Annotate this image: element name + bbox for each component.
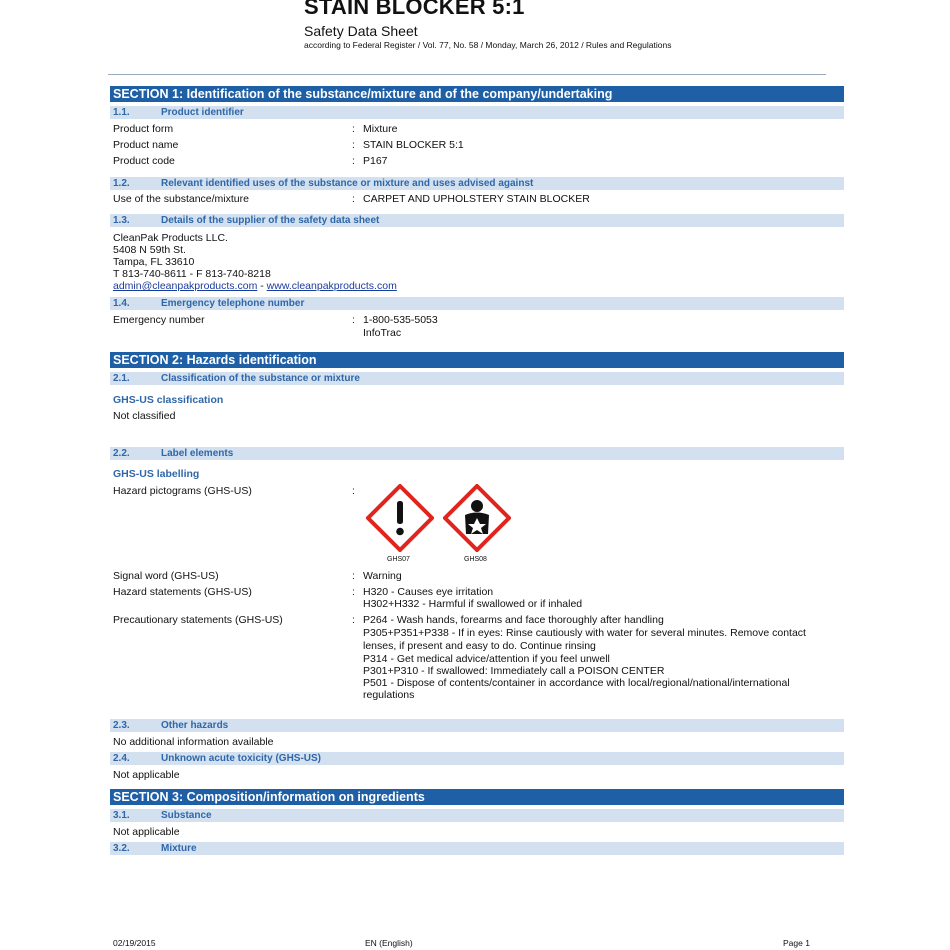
substance-value: Not applicable xyxy=(113,826,180,838)
subsection-2-3 xyxy=(110,719,844,732)
document-subtitle: Safety Data Sheet xyxy=(304,23,418,39)
emergency-number: 1-800-535-5053 xyxy=(363,314,438,326)
subsection-label: Other hazards xyxy=(161,720,229,731)
subsection-1-2 xyxy=(110,177,844,190)
colon: : xyxy=(352,485,355,497)
product-code-value: P167 xyxy=(363,155,388,167)
hazard-statement: H320 - Causes eye irritation xyxy=(363,586,494,598)
product-code-label: Product code xyxy=(113,155,175,167)
hazard-statement: H302+H332 - Harmful if swallowed or if inhaled xyxy=(363,598,583,610)
emergency-label: Emergency number xyxy=(113,314,205,326)
unknown-toxicity-value: Not applicable xyxy=(113,769,180,781)
document-title: STAIN BLOCKER 5:1 xyxy=(304,0,525,19)
supplier-street: 5408 N 59th St. xyxy=(113,244,186,256)
section-3-header: SECTION 3: Composition/information on ingredients xyxy=(110,789,844,805)
footer-language: EN (English) xyxy=(365,938,413,948)
subsection-number: 2.2. xyxy=(113,448,130,459)
precautionary-line: P305+P351+P338 - If in eyes: Rinse cautiously with water for several minutes. Remove contact xyxy=(363,627,806,639)
subsection-label: Unknown acute toxicity (GHS-US) xyxy=(161,753,322,764)
signal-word-label: Signal word (GHS-US) xyxy=(113,570,219,582)
precautionary-label: Precautionary statements (GHS-US) xyxy=(113,614,283,626)
supplier-website-link[interactable]: www.cleanpakproducts.com xyxy=(266,280,397,292)
product-name-label: Product name xyxy=(113,139,179,151)
subsection-number: 1.3. xyxy=(113,215,130,226)
subsection-number: 2.4. xyxy=(113,753,130,764)
header-divider xyxy=(108,74,826,75)
colon: : xyxy=(352,155,355,167)
subsection-2-1 xyxy=(110,372,844,385)
precautionary-line: P501 - Dispose of contents/container in accordance with local/regional/national/international xyxy=(363,677,790,689)
subsection-2-2 xyxy=(110,447,844,460)
link-separator: - xyxy=(257,280,267,292)
ghs07-caption: GHS07 xyxy=(387,556,410,563)
colon: : xyxy=(352,586,355,598)
colon: : xyxy=(352,570,355,582)
other-hazards-value: No additional information available xyxy=(113,736,274,748)
subsection-label: Product identifier xyxy=(161,107,244,118)
use-value: CARPET AND UPHOLSTERY STAIN BLOCKER xyxy=(363,193,590,205)
precautionary-line: regulations xyxy=(363,689,415,701)
colon: : xyxy=(352,123,355,135)
precautionary-line: P301+P310 - If swallowed: Immediately call a POISON CENTER xyxy=(363,665,665,677)
colon: : xyxy=(352,614,355,626)
subsection-label: Mixture xyxy=(161,843,197,854)
subsection-number: 1.2. xyxy=(113,178,130,189)
hazard-statements-label: Hazard statements (GHS-US) xyxy=(113,586,252,598)
pictograms-label: Hazard pictograms (GHS-US) xyxy=(113,485,252,497)
signal-word-value: Warning xyxy=(363,570,402,582)
ghs07-exclamation-icon xyxy=(366,484,434,552)
precautionary-line: P264 - Wash hands, forearms and face thoroughly after handling xyxy=(363,614,664,626)
subsection-number: 2.3. xyxy=(113,720,130,731)
ghs08-health-hazard-icon xyxy=(443,484,511,552)
subsection-2-4 xyxy=(110,752,844,765)
supplier-city: Tampa, FL 33610 xyxy=(113,256,195,268)
colon: : xyxy=(352,314,355,326)
subsection-3-1 xyxy=(110,809,844,822)
subsection-label: Substance xyxy=(161,810,212,821)
section-1-header: SECTION 1: Identification of the substance/mixture and of the company/undertaking xyxy=(110,86,844,102)
supplier-phone: T 813-740-8611 - F 813-740-8218 xyxy=(113,268,271,280)
section-2-header: SECTION 2: Hazards identification xyxy=(110,352,844,368)
subsection-number: 3.1. xyxy=(113,810,130,821)
subsection-number: 2.1. xyxy=(113,373,130,384)
supplier-name: CleanPak Products LLC. xyxy=(113,232,228,244)
subsection-label: Relevant identified uses of the substance or mixture and uses advised against xyxy=(161,178,534,189)
precautionary-line: lenses, if present and easy to do. Continue rinsing xyxy=(363,640,596,652)
subsection-label: Classification of the substance or mixture xyxy=(161,373,360,384)
subsection-number: 1.1. xyxy=(113,107,130,118)
colon: : xyxy=(352,193,355,205)
subsection-number: 1.4. xyxy=(113,298,130,309)
subsection-number: 3.2. xyxy=(113,843,130,854)
ghs-labelling-heading: GHS-US labelling xyxy=(113,468,200,480)
footer-page: Page 1 xyxy=(783,938,810,948)
supplier-email-link[interactable]: admin@cleanpakproducts.com xyxy=(113,280,258,292)
footer-date: 02/19/2015 xyxy=(113,938,156,948)
product-name-value: STAIN BLOCKER 5:1 xyxy=(363,139,464,151)
subsection-label: Emergency telephone number xyxy=(161,298,305,309)
precautionary-line: P314 - Get medical advice/attention if you feel unwell xyxy=(363,653,610,665)
regulation-note: according to Federal Register / Vol. 77, No. 58 / Monday, March 26, 2012 / Rules and Regulations xyxy=(304,40,672,50)
subsection-1-1 xyxy=(110,106,844,119)
subsection-3-2 xyxy=(110,842,844,855)
product-form-label: Product form xyxy=(113,123,174,135)
ghs-classification-heading: GHS-US classification xyxy=(113,394,224,406)
subsection-1-4 xyxy=(110,297,844,310)
ghs08-caption: GHS08 xyxy=(464,556,487,563)
subsection-label: Label elements xyxy=(161,448,234,459)
subsection-1-3 xyxy=(110,214,844,227)
colon: : xyxy=(352,139,355,151)
supplier-contact-line xyxy=(113,280,397,292)
product-form-value: Mixture xyxy=(363,123,398,135)
subsection-label: Details of the supplier of the safety data sheet xyxy=(161,215,380,226)
use-label: Use of the substance/mixture xyxy=(113,193,249,205)
emergency-org: InfoTrac xyxy=(363,327,402,339)
ghs-classification-value: Not classified xyxy=(113,410,176,422)
